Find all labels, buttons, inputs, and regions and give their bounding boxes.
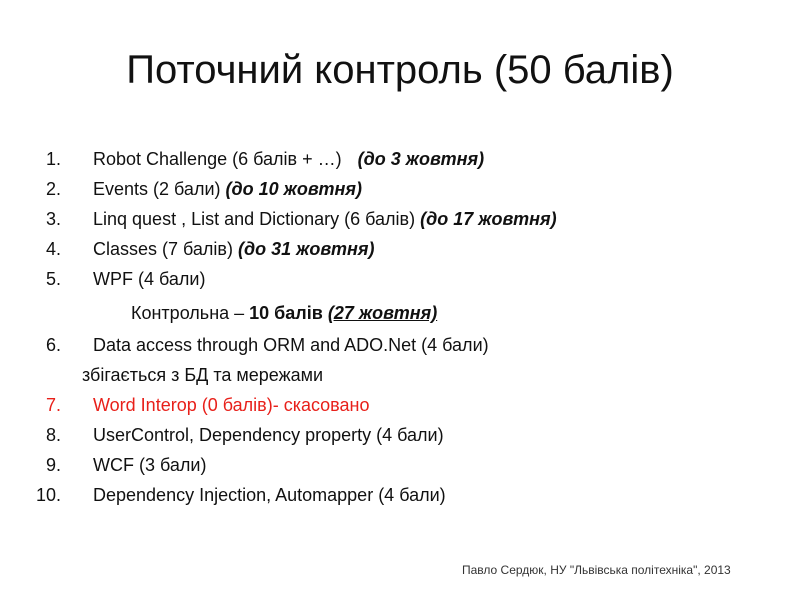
exam-label: Контрольна – — [131, 303, 250, 323]
list-item — [0, 174, 800, 204]
item-text: WCF (3 бали) — [93, 455, 207, 475]
item-deadline: (до 17 жовтня) — [420, 209, 557, 229]
item-number: 8. — [45, 425, 61, 445]
exam-points: 10 балів — [249, 303, 323, 323]
item-number: 6. — [45, 335, 61, 355]
footer-credit: Павло Сердюк, НУ "Львівська політехніка", 2013 — [462, 563, 731, 577]
list-item — [0, 234, 800, 264]
item-number: 7. — [45, 395, 61, 415]
item-number: 2. — [45, 179, 61, 199]
item-number: 1. — [45, 149, 61, 169]
item-deadline: (до 31 жовтня) — [238, 239, 375, 259]
item-text: Events (2 бали) — [93, 179, 221, 199]
item-text: Classes (7 балів) — [93, 239, 233, 259]
item-number: 3. — [45, 209, 61, 229]
exam-date: (27 жовтня) — [327, 303, 438, 323]
note-text: збігається з БД та мережами — [82, 365, 324, 385]
slide-title: Поточний контроль (50 балів) — [126, 48, 674, 92]
exam-line — [0, 294, 800, 330]
item-text: UserControl, Dependency property (4 бали) — [93, 425, 444, 445]
item-text: Dependency Injection, Automapper (4 бали) — [93, 485, 446, 505]
item-number: 4. — [45, 239, 61, 259]
item-number: 10. — [35, 485, 61, 505]
item-text: Linq quest , List and Dictionary (6 балів) — [93, 209, 416, 229]
overlap-note — [0, 360, 800, 390]
item-text: Robot Challenge (6 балів + …) — [93, 149, 342, 169]
list-item — [0, 330, 800, 360]
assignment-list — [0, 144, 800, 510]
list-item — [0, 264, 800, 294]
list-item — [0, 450, 800, 480]
list-item — [0, 420, 800, 450]
list-item-cancelled — [0, 390, 800, 420]
item-deadline: (до 3 жовтня) — [357, 149, 485, 169]
item-number: 9. — [45, 455, 61, 475]
item-text: Word Interop (0 балів)- скасовано — [93, 395, 370, 415]
item-text: Data access through ORM and ADO.Net (4 бали) — [93, 335, 489, 355]
list-item — [0, 144, 800, 174]
list-item — [0, 204, 800, 234]
list-item — [0, 480, 800, 510]
item-deadline: (до 10 жовтня) — [225, 179, 363, 199]
item-text: WPF (4 бали) — [93, 269, 206, 289]
item-number: 5. — [45, 269, 61, 289]
